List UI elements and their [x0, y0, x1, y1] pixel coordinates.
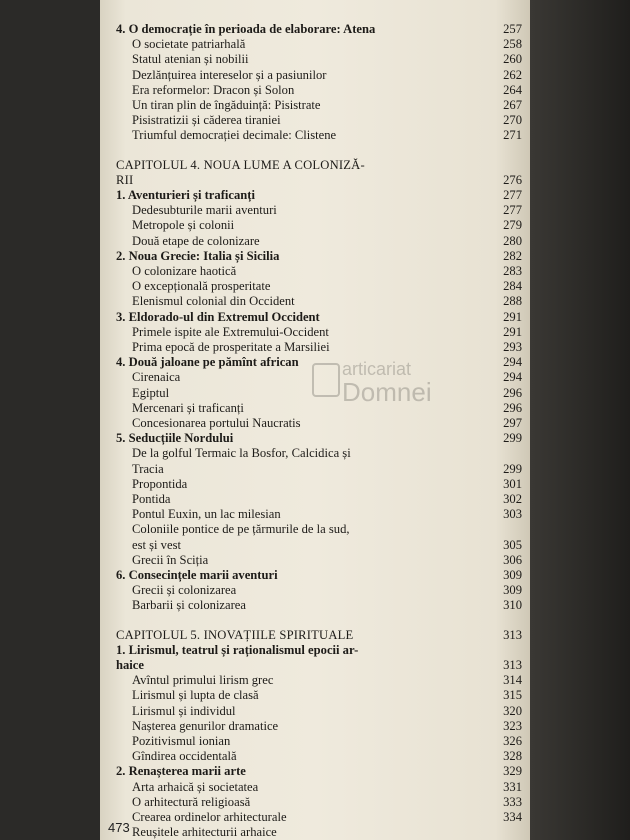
toc-entry-page: 326: [503, 734, 522, 748]
toc-entry-title: Concesionarea portului Naucratis: [132, 416, 301, 430]
toc-entry-page: 262: [503, 67, 522, 82]
toc-entry: [100, 218, 530, 232]
toc-entry-title: 5. Seducțiile Nordului: [116, 431, 234, 446]
toc-entry-page: 329: [503, 764, 522, 779]
toc-entry-title: Primele ispite ale Extremului-Occident: [132, 324, 329, 339]
toc-entry: [100, 538, 530, 552]
toc-section: [100, 310, 530, 324]
toc-section: [100, 658, 530, 672]
toc-entry-title: Pozitivismul ionian: [132, 734, 231, 748]
toc-entry: [100, 340, 530, 354]
toc-entry: [100, 37, 530, 51]
toc-entry-page: 280: [503, 233, 522, 248]
toc-entry-title: Avîntul primului lirism grec: [132, 673, 274, 688]
toc-entry: [100, 810, 530, 824]
toc-entry: [100, 203, 530, 217]
toc-entry: [100, 52, 530, 66]
toc-entry-page: 267: [503, 98, 522, 112]
toc-entry-title: Era reformelor: Dracon și Solon: [132, 82, 295, 97]
toc-entry-title: CAPITOLUL 4. NOUA LUME A COLONIZĂ-: [116, 157, 365, 172]
toc-entry-page: 277: [503, 203, 522, 218]
toc-entry-title: Pontida: [132, 492, 171, 506]
toc-entry: [100, 507, 530, 521]
toc-entry: [100, 477, 530, 491]
toc-entry: [100, 462, 530, 476]
toc-entry-page: 331: [503, 779, 522, 794]
toc-entry: [100, 522, 530, 536]
toc-entry-title: O societate patriarhală: [132, 37, 246, 52]
page-number: 473: [108, 820, 130, 835]
toc-entry-page: 315: [503, 688, 522, 703]
toc-entry-page: 296: [503, 400, 522, 415]
toc-entry: [100, 749, 530, 763]
toc-entry-page: 310: [503, 598, 522, 613]
toc-entry-page: 294: [503, 370, 522, 385]
toc-entry: [100, 264, 530, 278]
toc-entry: [100, 583, 530, 597]
toc-entry-page: 305: [503, 537, 522, 552]
toc-entry-title: Un tiran plin de îngăduință: Pisistrate: [132, 98, 321, 112]
watermark: [312, 355, 472, 415]
toc-entry-title: 2. Noua Grecie: Italia și Sicilia: [116, 248, 280, 263]
watermark-line-2: Domnei: [342, 377, 432, 407]
toc-entry-page: 314: [503, 673, 522, 688]
toc-entry-title: 4. Două jaloane pe pămînt african: [116, 355, 299, 370]
toc-entry: [100, 325, 530, 339]
toc-section: [100, 568, 530, 582]
toc-entry-title: Barbarii și colonizarea: [132, 598, 246, 613]
toc-entry-page: 288: [503, 294, 522, 309]
toc-section: [100, 643, 530, 657]
toc-entry-title: Arta arhaică și societatea: [132, 779, 259, 794]
toc-entry-page: 309: [503, 568, 522, 582]
toc-entry-page: 313: [503, 627, 522, 642]
toc-entry: [100, 553, 530, 567]
toc-entry-page: 282: [503, 248, 522, 263]
toc-entry-page: 264: [503, 82, 522, 97]
toc-entry: [100, 734, 530, 748]
toc-entry-page: 299: [503, 431, 522, 446]
toc-section: [100, 431, 530, 445]
toc-entry-title: CAPITOLUL 5. INOVAȚIILE SPIRITUALE: [116, 627, 354, 642]
toc-entry-page: 279: [503, 218, 522, 233]
toc-entry-title: Cirenaica: [132, 370, 181, 385]
toc-entry-page: 293: [503, 340, 522, 354]
toc-entry-title: Prima epocă de prosperitate a Marsiliei: [132, 340, 330, 354]
toc-entry-title: Coloniile pontice de pe țărmurile de la sud,: [132, 522, 350, 537]
toc-entry-title: Tracia: [132, 461, 164, 476]
toc-chapter: [100, 173, 530, 187]
toc-entry-page: 296: [503, 385, 522, 400]
toc-entry-title: 1. Lirismul, teatrul și raționalismul epocii ar-: [116, 642, 359, 657]
toc-entry-page: 283: [503, 264, 522, 278]
toc-entry-title: 2. Renașterea marii arte: [116, 764, 246, 779]
toc-entry-title: Lirismul și lupta de clasă: [132, 688, 259, 703]
toc-entry-title: Metropole și colonii: [132, 218, 235, 233]
watermark-logo-icon: [312, 363, 340, 397]
toc-entry-page: 328: [503, 749, 522, 764]
toc-entry-page: 294: [503, 355, 522, 370]
toc-entry-page: 284: [503, 279, 522, 294]
toc-entry-title: Două etape de colonizare: [132, 233, 260, 248]
toc-entry-title: Dezlănțuirea intereselor și a pasiunilor: [132, 67, 327, 82]
toc-entry-page: 291: [503, 309, 522, 324]
toc-section: [100, 22, 530, 36]
toc-entry-page: 309: [503, 583, 522, 598]
toc-section: [100, 249, 530, 263]
toc-entry-title: Propontida: [132, 476, 188, 491]
toc-entry-page: 303: [503, 507, 522, 522]
toc-entry-page: 313: [503, 658, 522, 672]
toc-entry-title: 1. Aventurieri și traficanți: [116, 188, 255, 202]
toc-entry-page: 291: [503, 324, 522, 339]
toc-entry-page: 302: [503, 492, 522, 506]
toc-entry-title: O colonizare haotică: [132, 264, 237, 278]
toc-entry: [100, 128, 530, 142]
toc-entry-title: Gîndirea occidentală: [132, 749, 237, 764]
toc-entry-title: Mercenari și traficanți: [132, 400, 244, 415]
toc-entry-title: est și vest: [132, 537, 181, 552]
toc-entry: [100, 83, 530, 97]
toc-entry-page: 323: [503, 718, 522, 733]
toc-entry-page: 270: [503, 113, 522, 128]
toc-entry-title: 3. Eldorado-ul din Extremul Occident: [116, 309, 320, 324]
toc-entry: [100, 68, 530, 82]
toc-entry: [100, 234, 530, 248]
toc-entry: [100, 719, 530, 733]
toc-entry-title: Lirismul și individul: [132, 703, 236, 718]
toc-entry-title: Statul atenian și nobilii: [132, 52, 249, 67]
toc-entry-title: RII: [116, 172, 134, 187]
toc-chapter: [100, 158, 530, 172]
toc-entry-page: 258: [503, 37, 522, 52]
toc-entry-title: O excepțională prosperitate: [132, 279, 271, 294]
toc-section: [100, 188, 530, 202]
toc-entry: [100, 492, 530, 506]
toc-entry: [100, 113, 530, 127]
watermark-line-1: articariat: [342, 359, 412, 379]
toc-entry-title: haice: [116, 658, 144, 672]
toc-entry: [100, 294, 530, 308]
toc-entry-title: 4. O democrație în perioada de elaborare: Atena: [116, 22, 376, 36]
toc-entry-page: 320: [503, 703, 522, 718]
toc-entry: [100, 704, 530, 718]
toc-entry-title: O arhitectură religioasă: [132, 794, 251, 809]
toc-entry-title: Nașterea genurilor dramatice: [132, 718, 279, 733]
toc-entry: [100, 795, 530, 809]
toc-entry: [100, 780, 530, 794]
toc-entry-page: 276: [503, 172, 522, 187]
toc-entry-title: Dedesubturile marii aventuri: [132, 203, 277, 218]
toc-entry-title: Grecii în Sciția: [132, 552, 209, 567]
toc-entry-page: 334: [503, 810, 522, 824]
toc-entry-title: Pontul Euxin, un lac milesian: [132, 507, 281, 522]
toc-entry-title: 6. Consecințele marii aventuri: [116, 568, 278, 582]
toc-entry-title: Egiptul: [132, 385, 170, 400]
toc-chapter: [100, 628, 530, 642]
toc-entry: [100, 673, 530, 687]
toc-entry-page: 260: [503, 52, 522, 67]
toc-entry-title: Grecii și colonizarea: [132, 583, 237, 598]
toc-entry: [100, 98, 530, 112]
toc-entry-page: 271: [503, 128, 522, 143]
toc-entry-title: Triumful democrației decimale: Clistene: [132, 128, 337, 143]
toc-section: [100, 764, 530, 778]
toc-entry-title: Pisistratizii și căderea tiraniei: [132, 113, 281, 128]
toc-entry-page: 333: [503, 794, 522, 809]
toc-entry-title: Crearea ordinelor arhitecturale: [132, 810, 287, 824]
toc-entry-title: De la golful Termaic la Bosfor, Calcidica și: [132, 446, 351, 461]
toc-entry-page: 301: [503, 476, 522, 491]
toc-entry: [100, 279, 530, 293]
toc-entry-title: Elenismul colonial din Occident: [132, 294, 295, 309]
toc-entry-page: 257: [503, 22, 522, 36]
toc-entry: [100, 446, 530, 460]
toc-entry: [100, 598, 530, 612]
toc-entry: [100, 416, 530, 430]
book-page: [100, 0, 530, 840]
toc-entry-page: 277: [503, 188, 522, 202]
toc-entry: [100, 825, 530, 839]
page-edge-shadow: [530, 0, 630, 840]
toc-entry-page: 299: [503, 461, 522, 476]
toc-entry-page: 297: [503, 416, 522, 430]
toc-entry: [100, 688, 530, 702]
toc-entry-page: 306: [503, 552, 522, 567]
toc-entry-title: Reușitele arhitecturii arhaice: [132, 825, 277, 840]
